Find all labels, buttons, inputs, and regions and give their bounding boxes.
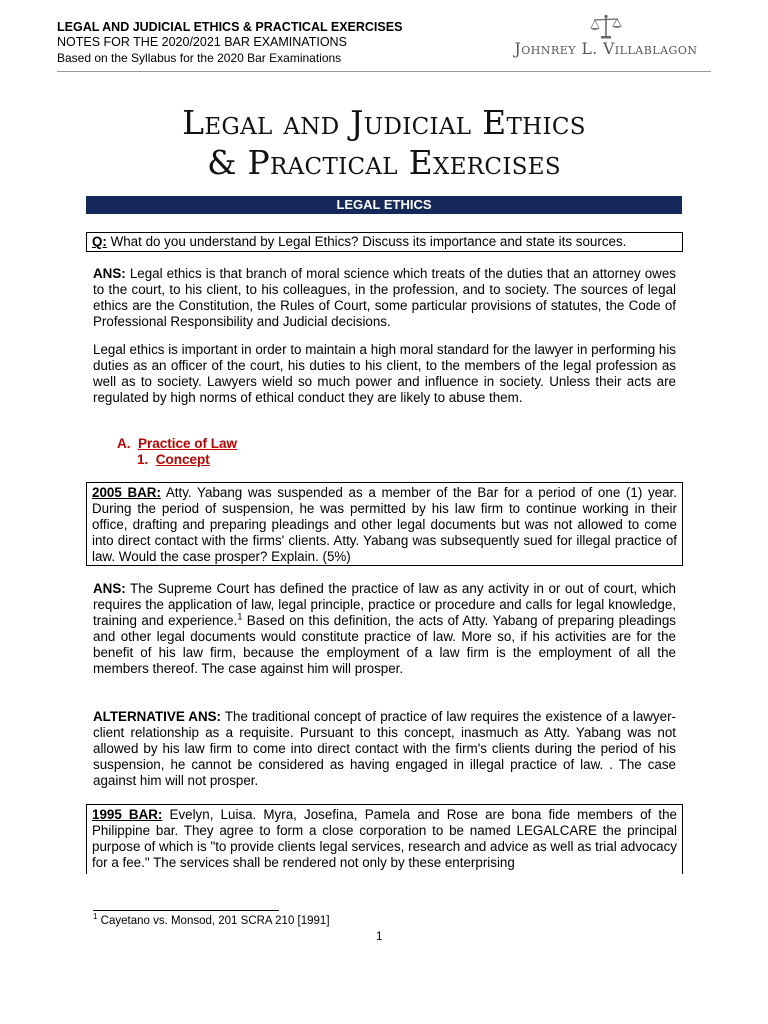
title-line-2: & Practical Exercises <box>207 143 561 182</box>
footnote-number: 1 <box>93 912 98 922</box>
bar-1995-label: 1995 BAR: <box>92 807 163 822</box>
page-number: 1 <box>376 931 383 943</box>
outline-headings <box>117 436 237 468</box>
section-heading-legal-ethics: LEGAL ETHICS <box>86 196 682 214</box>
bar-2005-text: Atty. Yabang was suspended as a member of the Bar for a period of one (1) year. During the period of suspension, he was permitted by his law firm to continue working in their office, drafting and preparing pleadings and other legal documents but was not allowed to come into direct contact with the firms' clients. Atty. Yabang was subsequently sued for illegal practice of law. Would the case prosper? Explain. (5%) <box>92 485 677 564</box>
question-text: What do you understand by Legal Ethics? Discuss its importance and state its sources. <box>106 234 627 249</box>
title-line-1: Legal and Judicial Ethics <box>182 103 586 142</box>
running-header <box>57 20 402 66</box>
header-title: LEGAL AND JUDICIAL ETHICS & PRACTICAL EXERCISES <box>57 20 403 34</box>
outline-label-practice-of-law: Practice of Law <box>138 436 238 451</box>
alternative-answer-label: ALTERNATIVE ANS: <box>93 709 222 724</box>
header-divider <box>57 71 711 72</box>
author-name: Johnrey L. Villablagon <box>514 40 698 58</box>
header-syllabus-note: Based on the Syllabus for the 2020 Bar Examinations <box>57 51 342 65</box>
footnote-ref: 1 <box>237 611 243 622</box>
answer-2005-text-a: The Supreme Court has defined the practice of law as any activity in or out of court, which requires the application of law, legal principle, practice or procedure and calls for legal knowledge, training and experience. <box>93 581 676 628</box>
page-title <box>57 103 711 183</box>
answer-2005-text-b: Based on this definition, the acts of Atty. Yabang of preparing pleadings and other legal documents would constitute practice of law. More so, if his activities are for the benefit of his law firm, because the employment of a law firm is the employment of all the members thereof. The case against him will prosper. <box>93 613 676 676</box>
outline-number-a: A. <box>117 436 131 451</box>
answer-2005-label: ANS: <box>93 581 126 596</box>
header-subtitle: NOTES FOR THE 2020/2021 BAR EXAMINATIONS <box>57 35 347 49</box>
author-brand <box>506 14 706 58</box>
answer-2005-paragraph <box>93 581 676 677</box>
outline-item-a <box>117 436 237 452</box>
outline-item-1 <box>117 452 237 468</box>
importance-paragraph: Legal ethics is important in order to maintain a high moral standard for the lawyer in performing his duties as an officer of the court, his duties to his client, to the members of the legal profession as well as to society. Lawyers wield so much power and influence in society. Unless their acts are regulated by high norms of ethical conduct they are likely to abuse them. <box>93 342 676 405</box>
answer-label: ANS: <box>93 266 126 281</box>
bar-2005-question-box <box>86 482 683 566</box>
footnote <box>93 914 330 928</box>
footnote-divider <box>93 910 279 911</box>
outline-number-1: 1. <box>137 452 149 467</box>
answer-text: Legal ethics is that branch of moral science which treats of the duties that an attorney owes to the court, to his client, to his colleagues, in the profession, and to society. The sources of legal ethics are the Constitution, the Rules of Court, some particular provisions of statutes, the Code of Professional Responsibility and Judicial decisions. <box>93 266 676 329</box>
outline-label-concept: Concept <box>155 452 210 467</box>
scales-of-justice-icon <box>589 14 623 40</box>
alternative-answer-text: The traditional concept of practice of law requires the existence of a lawyer-client relationship as a requisite. Pursuant to this concept, inasmuch as Atty. Yabang was not allowed by his law firm to come into direct contact with the firm's clients during the period of his suspension, he cannot be considered as having engaged in illegal practice of law. . The case against him will not prosper. <box>93 709 676 788</box>
footnote-text: Cayetano vs. Monsod, 201 SCRA 210 [1991] <box>97 915 330 927</box>
question-box <box>86 232 683 252</box>
answer-paragraph <box>93 266 676 330</box>
bar-1995-text: Evelyn, Luisa. Myra, Josefina, Pamela and Rose are bona fide members of the Philippine bar. They agree to form a close corporation to be named LEGALCARE the principal purpose of which is "to provide clients legal services, research and advice as well as trial advocacy for a fee." The services shall be rendered not only by these enterprising <box>92 807 678 870</box>
bar-1995-question-box <box>86 804 683 874</box>
bar-2005-label: 2005 BAR: <box>92 485 161 500</box>
question-label: Q: <box>92 234 107 249</box>
alternative-answer-paragraph <box>93 709 676 789</box>
